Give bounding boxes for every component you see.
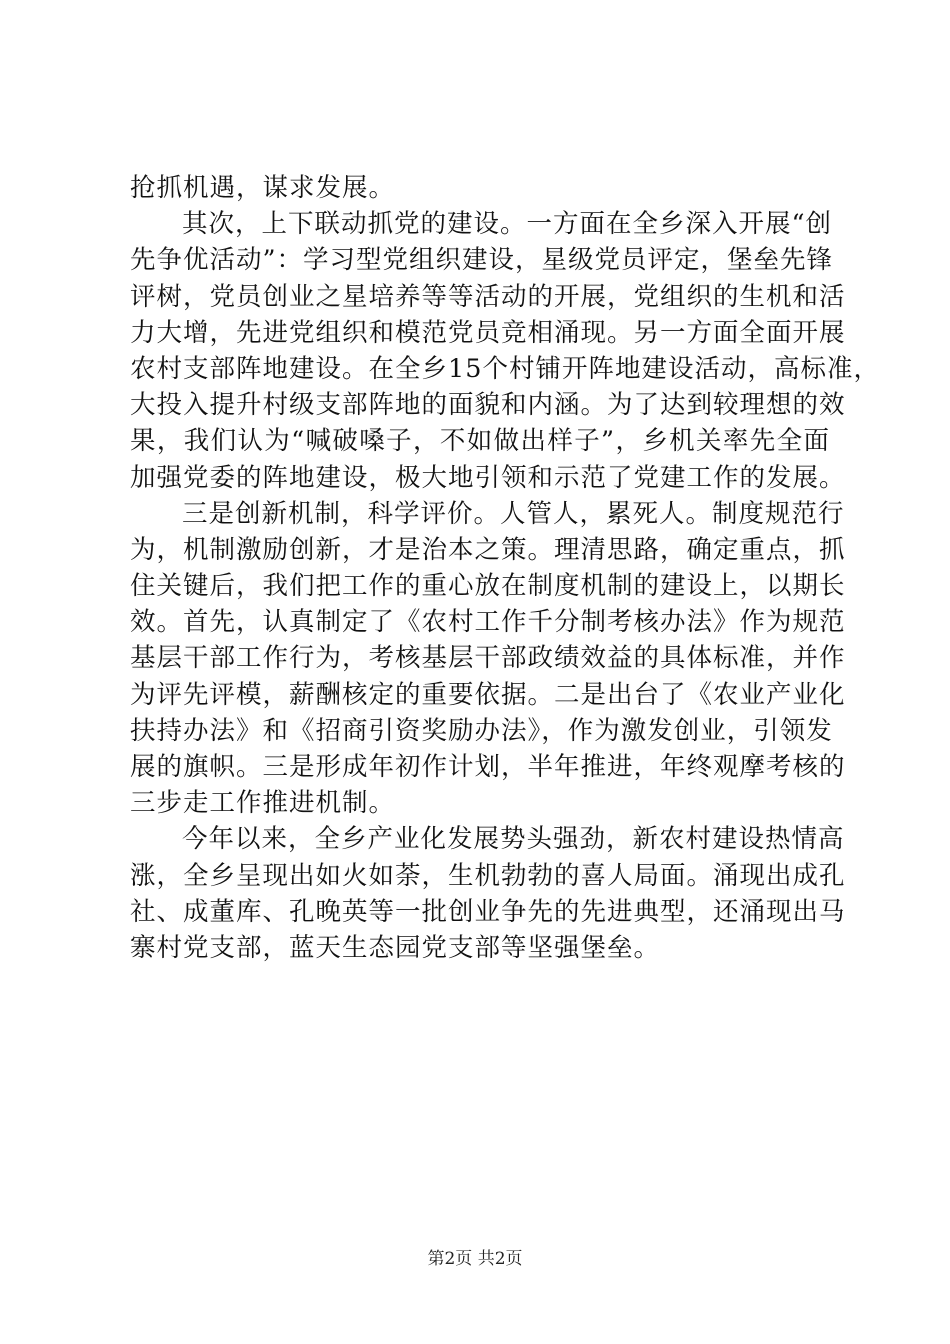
text-line: 评树，党员创业之星培养等等活动的开展，党组织的生机和活 <box>130 281 846 312</box>
page-footer: 第2页 共2页 <box>427 1249 523 1269</box>
body-text <box>130 170 880 966</box>
paragraph-start-line: 其次，上下联动抓党的建设。一方面在全乡深入开展“创 <box>182 209 833 240</box>
text-line: 为评先评模，薪酬核定的重要依据。二是出台了《农业产业化 <box>130 679 846 710</box>
text-line: 展的旗帜。三是形成年初作计划，半年推进，年终观摩考核的 <box>130 752 846 782</box>
text-line: 果，我们认为“喊破嗓子，不如做出样子”，乡机关率先全面 <box>130 426 830 457</box>
text-line: 寨村党支部，蓝天生态园党支部等坚强堡垒。 <box>130 932 661 963</box>
text-line: 力大增，先进党组织和模范党员竞相涌现。另一方面全面开展 <box>130 317 846 348</box>
text-line: 抢抓机遇，谋求发展。 <box>130 173 396 203</box>
paragraph-start-line: 今年以来，全乡产业化发展势头强劲，新农村建设热情高 <box>182 824 845 855</box>
text-line: 涨，全乡呈现出如火如荼，生机勃勃的喜人局面。涌现出成孔 <box>130 860 846 891</box>
text-line: 社、成董库、孔晚英等一批创业争先的先进典型，还涌现出马 <box>130 896 846 927</box>
text-line: 先争优活动”：学习型党组织建设，星级党员评定，堡垒先锋 <box>130 245 834 276</box>
text-line: 效。首先，认真制定了《农村工作千分制考核办法》作为规范 <box>130 607 846 638</box>
text-line: 农村支部阵地建设。在全乡15个村铺开阵地建设活动，高标准， <box>130 353 880 384</box>
text-line: 为，机制激励创新，才是治本之策。理清思路，确定重点，抓 <box>130 534 846 565</box>
text-line: 三步走工作推进机制。 <box>130 788 396 819</box>
text-line: 加强党委的阵地建设，极大地引领和示范了党建工作的发展。 <box>130 462 846 493</box>
text-line: 基层干部工作行为，考核基层干部政绩效益的具体标准，并作 <box>130 643 846 674</box>
paragraph-start-line: 三是创新机制，科学评价。人管人，累死人。制度规范行 <box>182 498 845 529</box>
text-line: 住关键后，我们把工作的重心放在制度机制的建设上，以期长 <box>130 571 846 602</box>
text-line: 扶持办法》和《招商引资奖励办法》，作为激发创业，引领发 <box>130 715 833 746</box>
text-line: 大投入提升村级支部阵地的面貌和内涵。为了达到较理想的效 <box>130 390 846 421</box>
